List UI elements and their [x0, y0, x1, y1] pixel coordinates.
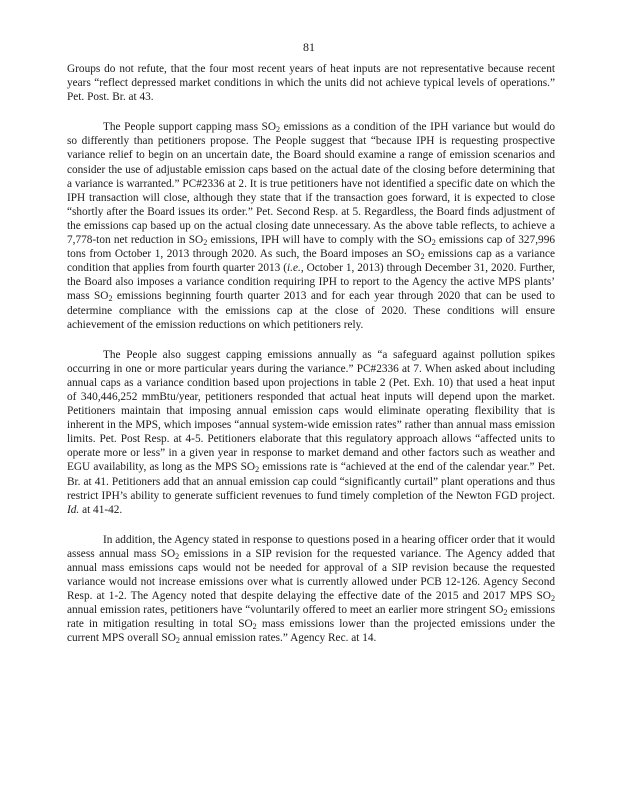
document-body: [67, 62, 555, 662]
subscript-text: 2: [203, 238, 208, 248]
paragraph-2: [67, 120, 555, 331]
text-run: emissions rate in mitigation resulting in total SO: [67, 604, 555, 631]
text-run: emissions rate is “achieved at the end of the calendar year.” Pet. Br. at 41. Petitioners add that an annual emission cap could “significantly curtail” plant operations and thus restrict IPH’s ability to generate sufficient revenues to fund timely completion of the Newton FGD project.: [67, 461, 556, 502]
text-run: annual emission rates.” Agency Rec. at 14.: [179, 632, 377, 645]
text-run: Groups do not refute, that the four most recent years of heat inputs are not representative because recent years “reflect depressed market conditions in which the units did not achieve typical levels of operations.” Pet. Post. Br. at 43.: [67, 63, 555, 104]
paragraph-4: [67, 533, 555, 646]
text-run: emissions in a SIP revision for the requested variance. The Agency added that annual mass emissions caps would not be needed for approval of a SIP revision because the requested variance would not increase emissions over what is currently allowed under PCB 12-126. Agency Second Resp. at 1-2. The Agency noted that despite delaying the effective date of the 2015 and 2017 MPS SO: [67, 547, 555, 603]
subscript-text: 2: [503, 608, 508, 618]
italic-text: Id.: [67, 503, 80, 516]
subscript-text: 2: [276, 125, 281, 135]
subscript-text: 2: [175, 551, 180, 561]
text-run: emissions beginning fourth quarter 2013 and for each year through 2020 that can be used to determine compliance with the emissions cap at the close of 2020. These conditions will ensure achievement of the emission reductions on which petitioners rely.: [67, 290, 555, 331]
text-run: emissions cap as a variance condition that applies from fourth quarter 2013 (: [67, 248, 555, 275]
subscript-text: 2: [431, 238, 436, 248]
text-run: annual emission rates, petitioners have “voluntarily offered to meet an earlier more stringent SO: [67, 604, 504, 617]
subscript-text: 2: [108, 294, 113, 304]
text-run: mass emissions lower than the projected emissions under the current MPS overall SO: [67, 618, 555, 645]
paragraph-3: [67, 348, 555, 517]
italic-text: i.e.: [287, 262, 301, 275]
text-run: emissions, IPH will have to comply with the SO: [207, 234, 432, 247]
text-run: emissions as a condition of the IPH variance but would do so differently than petitioners propose. The People suggest that “because IPH is requesting prospective variance relief to begin on an uncertain date, the Board should examine a range of emission scenarios and consider the use of adjustable emission caps based on the actual date of the closing before determining that a variance is warranted.” PC#2336 at 2. It is true petitioners have not identified a specific date on which the IPH transaction will close, although they state that if the transaction goes forward, it is expected to close “shortly after the Board issues its order.” Pet. Second Resp. at 5. Regardless, the Board finds adjustment of the emissions cap based up on the actual closing date unnecessary. As the above table reflects, to achieve a 7,778-ton net reduction in SO: [67, 121, 555, 247]
subscript-text: 2: [175, 636, 180, 646]
text-run: , October 1, 2013) through December 31, 2020. Further, the Board also imposes a variance condition requiring IPH to report to the Agency the active MPS plants’ mass SO: [67, 262, 555, 303]
page-number: 81: [303, 40, 315, 54]
text-run: The People support capping mass SO: [103, 121, 277, 134]
text-run: The People also suggest capping emissions annually as “a safeguard against pollution spikes occurring in one or more particular years during the variance.” PC#2336 at 7. When asked about including annual caps as a variance condition based upon projections in table 2 (Pet. Exh. 10) that used a heat input of 340,446,252 mmBtu/year, petitioners responded that actual heat inputs will depend upon the market. Petitioners maintain that imposing annual emission caps would eliminate operating flexibility that is inherent in the MPS, which imposes “annual system-wide emission rates” rather than annual mass emission limits. Pet. Post Resp. at 4-5. Petitioners elaborate that this regulatory approach allows “affected units to operate more or less” in a given year in response to market demand and other factors such as weather and EGU availability, as long as the MPS SO: [67, 348, 555, 474]
text-run: at 41-42.: [79, 503, 123, 516]
paragraph-1: [67, 62, 555, 104]
text-run: In addition, the Agency stated in response to questions posed in a hearing officer order that it would assess annual mass SO: [67, 533, 555, 560]
subscript-text: 2: [550, 594, 555, 604]
subscript-text: 2: [420, 252, 425, 262]
text-run: emissions cap of 327,996 tons from October 1, 2013 through 2020. As such, the Board imposes an SO: [67, 234, 555, 261]
subscript-text: 2: [252, 622, 257, 632]
subscript-text: 2: [255, 465, 260, 475]
